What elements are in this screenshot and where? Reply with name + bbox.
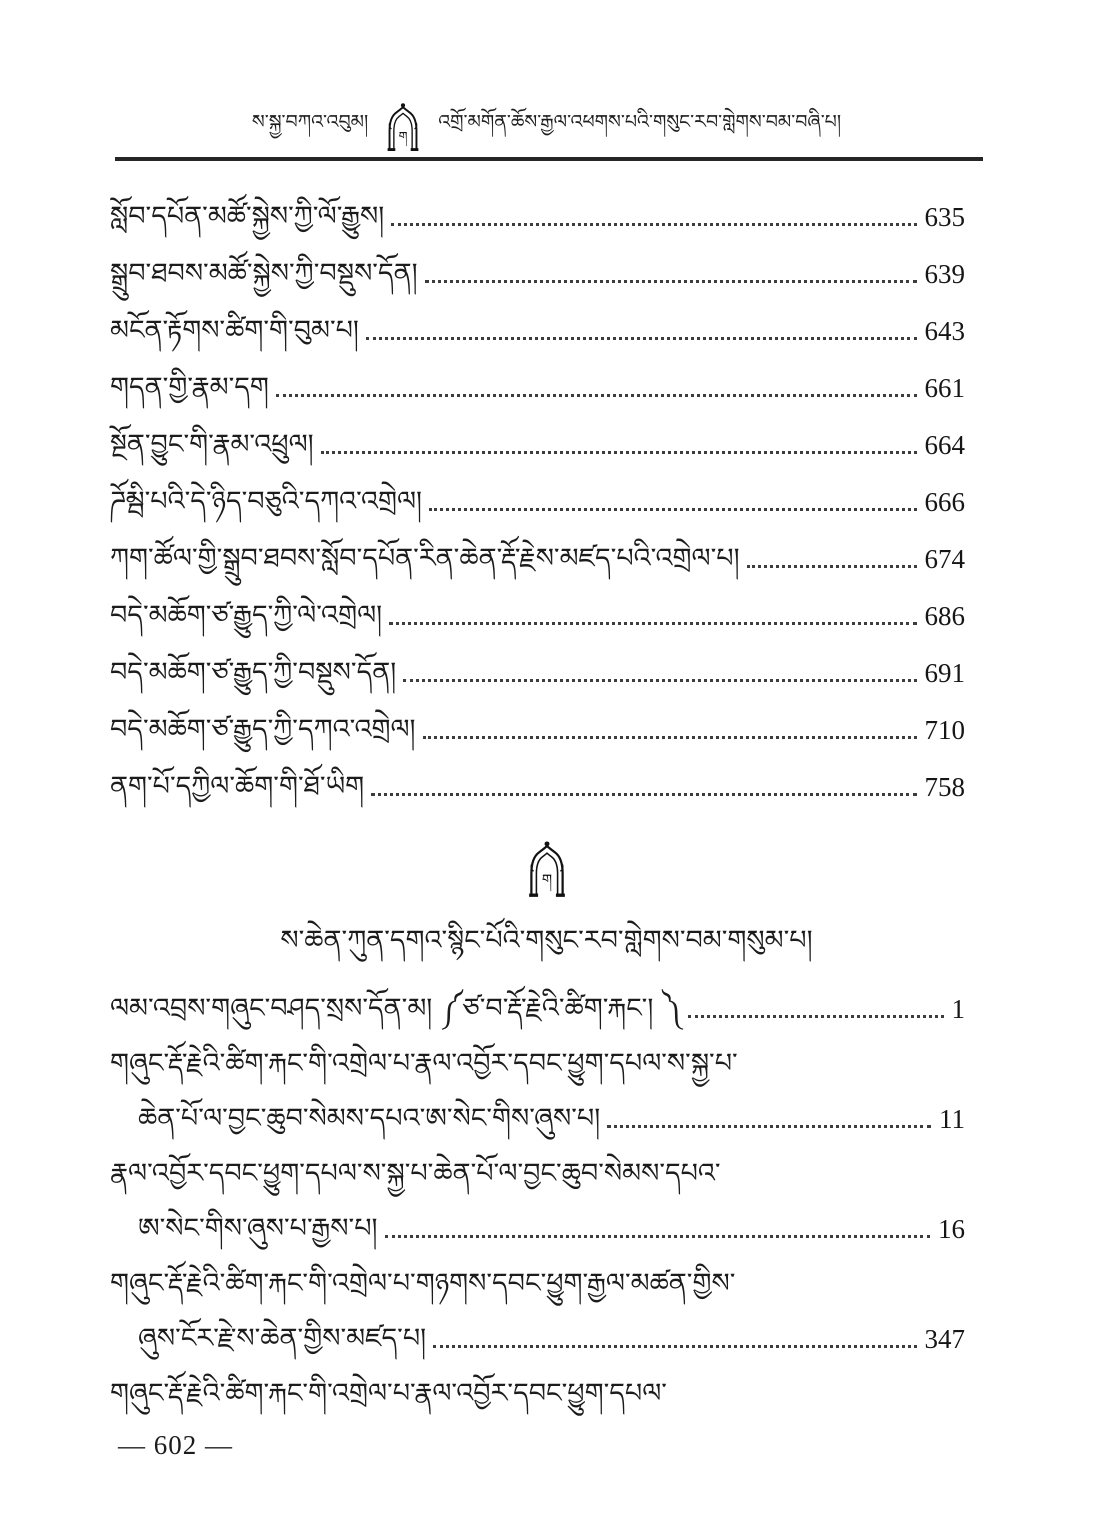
dot-leader [429,508,916,511]
toc-entry-page: 710 [924,715,965,745]
toc-entry [110,292,965,349]
toc-entry-title: སློབ་དཔོན་མཚོ་སྐྱེས་ཀྱི་ལོ་རྒྱུས། [110,201,385,232]
toc-entry-line1: རྣལ་འབྱོར་དབང་ཕྱུག་དཔལ་ས་སྐྱ་པ་ཆེན་པོ་ལ་བྱང་ཆུབ་སེམས་དཔའ་ [110,1158,721,1189]
toc-entry-page: 16 [938,1214,965,1244]
toc-entry-page: 347 [924,1324,965,1354]
header-rule [115,157,983,161]
toc-entry [110,349,965,406]
toc-section-2 [110,972,965,1412]
dot-leader [607,1125,931,1128]
toc-entry-title: ཀག་ཚོལ་གྱི་སྒྲུབ་ཐབས་སློབ་དཔོན་རིན་ཆེན་རྡོ་རྗེས་མཛད་པའི་འགྲེལ་པ། [110,543,740,574]
toc-entry [110,634,965,691]
toc-entry-page: 686 [924,601,965,631]
toc-entry [110,235,965,292]
toc-entry-page: 635 [924,202,965,232]
toc-entry-page: 691 [924,658,965,688]
section-heading: ས་ཆེན་ཀུན་དགའ་སྙིང་པོའི་གསུང་རབ་གླེགས་བམ་གསུམ་པ། [280,925,813,956]
toc-entry-title: བདེ་མཆོག་ཙ་རྒྱུད་ཀྱི་བསྡུས་དོན། [110,657,397,688]
toc-entry [110,972,965,1027]
toc-entry-line1: གཞུང་རྡོ་རྗེའི་ཚིག་རྐང་གི་འགྲེལ་པ་རྣལ་འབྱོར་དབང་ཕྱུག་དཔལ་ས་སྐྱ་པ་ [110,1048,738,1079]
toc-entry [110,577,965,634]
toc-entry-page: 758 [924,772,965,802]
toc-entry [110,178,965,235]
folio-page-number: — 602 — [118,1430,233,1460]
gateway-ornament-icon [524,840,570,898]
dot-leader [747,565,917,568]
dot-leader [688,1015,943,1018]
toc-entry-line1: གཞུང་རྡོ་རྗེའི་ཚིག་རྐང་གི་འགྲེལ་པ་རྣལ་འབྱོར་དབང་ཕྱུག་དཔལ་ [110,1378,667,1409]
toc-entry-line2: ཞུས་ངོར་རྗེ་ས་ཆེན་གྱིས་མཛད་པ། [138,1323,427,1354]
running-header [0,100,1093,154]
toc-entry-title: མངོན་རྟོགས་ཚིག་གི་བུམ་པ། [110,315,359,346]
toc-entry-page: 674 [924,544,965,574]
toc-entry-page: 666 [924,487,965,517]
toc-entry-page: 639 [924,259,965,289]
toc-entry-page: 643 [924,316,965,346]
toc-entry-page: 664 [924,430,965,460]
toc-entry [110,1192,965,1247]
toc-entry-line1: གཞུང་རྡོ་རྗེའི་ཚིག་རྐང་གི་འགྲེལ་པ་གཉགས་དབང་ཕྱུག་རྒྱལ་མཚན་གྱིས་ [110,1268,736,1299]
toc-entry [110,691,965,748]
toc-entry-line2: ཨ་སེང་གིས་ཞུས་པ་རྒྱས་པ། [138,1213,378,1244]
header-collection-title: ས་སྐྱ་བཀའ་འབུམ། [251,111,369,133]
toc-entry-title: གདན་གྱི་རྣམ་དག [110,372,269,403]
toc-entry-page: 1 [951,994,965,1024]
dot-leader [391,223,916,226]
toc-entry-title: བདེ་མཆོག་ཙ་རྒྱུད་ཀྱི་ལེ་འགྲེལ། [110,600,383,631]
section-divider [0,840,1093,898]
toc-entry [110,1302,965,1357]
header-volume-title: འགྲོ་མགོན་ཆོས་རྒྱལ་འཕགས་པའི་གསུང་རབ་གླེགས་བམ་བཞི་པ། [438,111,842,133]
gateway-ornament-icon [382,102,424,152]
toc-entry-title: ནག་པོ་དཀྱིལ་ཆོག་གི་ཐོ་ཡིག [110,771,365,802]
toc-entry [110,1082,965,1137]
toc-entry [110,520,965,577]
toc-entry-page: 11 [939,1104,965,1134]
dot-leader [423,736,917,739]
toc-entry-title: སྔོན་བྱུང་གི་རྣམ་འཕྲུལ། [110,429,314,460]
toc-entry-title: ལམ་འབྲས་གཞུང་བཤད་སྲས་དོན་མ། ༼ཙ་བ་རྡོ་རྗེའི་ཚིག་རྐང་། ༽ [110,993,682,1024]
toc-entry-line2: ཆེན་པོ་ལ་བྱང་ཆུབ་སེམས་དཔའ་ཨ་སེང་གིས་ཞུས་པ། [138,1103,601,1134]
toc-entry-title: བདེ་མཆོག་ཙ་རྒྱུད་ཀྱི་དཀའ་འགྲེལ། [110,714,416,745]
toc-entry [110,463,965,520]
dot-leader [389,622,916,625]
dot-leader [371,793,916,796]
dot-leader [403,679,916,682]
emblem-glyph: ག [541,872,552,889]
dot-leader [276,394,917,397]
toc-entry [110,748,965,805]
dot-leader [321,451,917,454]
toc-section-1 [110,178,965,805]
toc-entry [110,406,965,463]
emblem-glyph: ག [398,128,408,144]
dot-leader [366,337,917,340]
toc-entry-page: 661 [924,373,965,403]
toc-entry-title: ཌོམྦི་པའི་དེ་ཉིད་བཅུའི་དཀའ་འགྲེལ། [110,486,423,517]
dot-leader [433,1345,916,1348]
dot-leader [385,1235,931,1238]
toc-entry-title: སྒྲུབ་ཐབས་མཚོ་སྐྱེས་ཀྱི་བསྡུས་དོན། [110,258,418,289]
dot-leader [425,280,917,283]
